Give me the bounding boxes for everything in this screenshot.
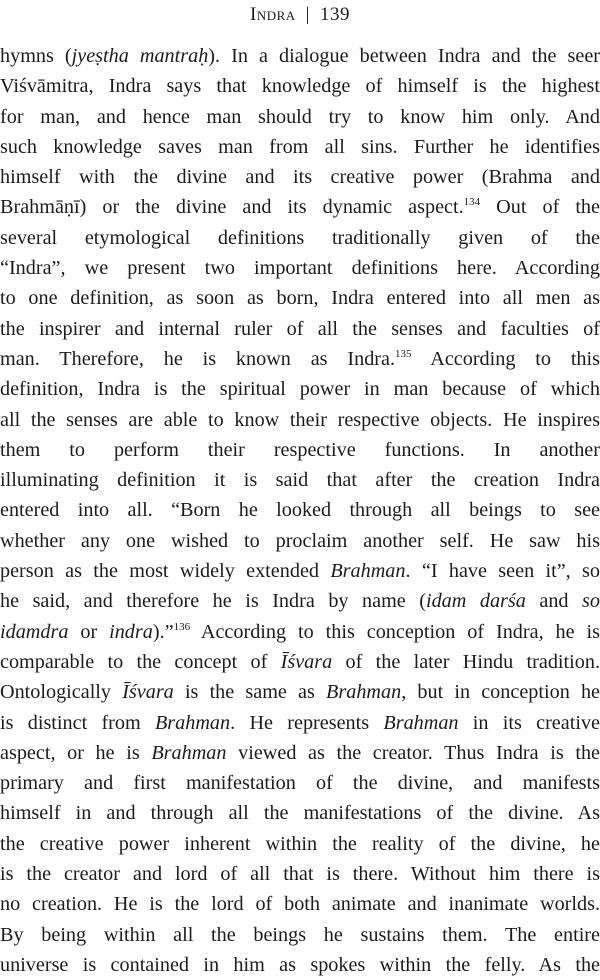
italic-term: jyeṣtha mantraḥ [72,45,209,67]
text-run: , but in conception he [401,681,600,703]
italic-term: Brahman [383,712,458,734]
italic-term: Brahman [155,712,230,734]
italic-term: idamdra [0,621,68,643]
text-line [0,314,600,344]
italic-term: idam darśa [426,590,526,612]
italic-term: Brahman [151,742,226,764]
text-run: . He represents [230,712,383,734]
text-line [0,829,600,859]
text-line [0,526,600,556]
text-run: primary and first manifestation of the divine, and manifests [0,772,600,794]
text-line [0,465,600,495]
text-run: himself in and through all the manifestations of the divine. As [0,802,600,824]
text-run: the creative power inherent within the reality of the divine, he [0,833,600,855]
text-run: . “I have seen it”, so [405,560,600,582]
italic-term: Īśvara [281,651,333,673]
text-line [0,435,600,465]
footnote-ref: 136 [174,621,191,633]
text-line [0,556,600,586]
text-line [0,192,600,222]
text-run: illuminating definition it is said that after the creation Indra [0,469,600,491]
text-line [0,859,600,889]
text-run: universe is contained in him as spokes within the felly. As the [0,954,600,976]
text-line [0,41,600,71]
text-run: definition, Indra is the spiritual power in man because of which [0,378,600,400]
text-line [0,162,600,192]
text-run: in its creative [459,712,600,734]
text-run: According to this conception of Indra, he is [190,621,600,643]
italic-term: so [582,590,600,612]
text-run: By being within all the beings he sustains them. The entire [0,924,600,946]
text-line [0,647,600,677]
text-run: such knowledge saves man from all sins. Further he identifies [0,136,600,158]
text-run: or [68,621,109,643]
italic-term: Īśvara [122,681,174,703]
text-line [0,253,600,283]
text-line [0,586,600,616]
text-run: no creation. He is the lord of both animate and inanimate worlds. [0,893,600,915]
text-run: man. Therefore, he is known as Indra. [0,348,395,370]
text-run: to one definition, as soon as born, Indra entered into all men as [0,287,600,309]
text-line [0,132,600,162]
text-run: entered into all. “Born he looked through all beings to see [0,499,600,521]
text-run: aspect, or he is [0,742,151,764]
italic-term: indra [109,621,153,643]
text-run: several etymological definitions traditionally given of the [0,227,600,249]
text-run: and [526,590,582,612]
text-line [0,768,600,798]
text-run: Brahmāṇī) or the divine and its dynamic aspect. [0,196,464,218]
text-line [0,738,600,768]
text-run: is the creator and lord of all that is there. Without him there is [0,863,600,885]
text-run: Out of the [480,196,600,218]
text-run: all the senses are able to know their respective objects. He inspires [0,409,600,431]
text-run: them to perform their respective functions. In another [0,439,600,461]
page-number: 139 [320,4,350,25]
text-line [0,950,600,980]
text-line [0,102,600,132]
text-line [0,283,600,313]
running-head-title: Indra [250,4,296,25]
text-run: Viśvāmitra, Indra says that knowledge of himself is the highest [0,75,600,97]
text-line [0,677,600,707]
text-run: the inspirer and internal ruler of all the senses and faculties of [0,318,600,340]
italic-term: Brahman [326,681,401,703]
text-run: hymns ( [0,45,72,67]
text-line [0,374,600,404]
running-head-separator: | [306,4,310,25]
text-run: viewed as the creator. Thus Indra is the [227,742,600,764]
text-run: Ontologically [0,681,122,703]
text-run: he said, and therefore he is Indra by name ( [0,590,426,612]
text-line [0,344,600,374]
footnote-ref: 134 [464,196,481,208]
text-line [0,798,600,828]
text-line [0,920,600,950]
body-text [0,41,600,980]
text-line [0,708,600,738]
text-line [0,71,600,101]
text-line [0,495,600,525]
text-run: ). In a dialogue between Indra and the seer [208,45,600,67]
text-run: ).” [153,621,174,643]
text-line [0,405,600,435]
footnote-ref: 135 [395,348,412,360]
text-run: According to this [412,348,600,370]
text-run: himself with the divine and its creative power (Brahma and [0,166,600,188]
text-line [0,889,600,919]
text-run: “Indra”, we present two important definitions here. According [0,257,600,279]
text-run: is distinct from [0,712,155,734]
running-head [0,4,600,26]
text-run: is the same as [174,681,326,703]
text-run: for man, and hence man should try to know him only. And [0,106,600,128]
text-run: of the later Hindu tradition. [332,651,600,673]
text-run: comparable to the concept of [0,651,281,673]
text-run: person as the most widely extended [0,560,330,582]
text-line [0,617,600,647]
italic-term: Brahman [330,560,405,582]
text-line [0,223,600,253]
text-run: whether any one wished to proclaim another self. He saw his [0,530,600,552]
